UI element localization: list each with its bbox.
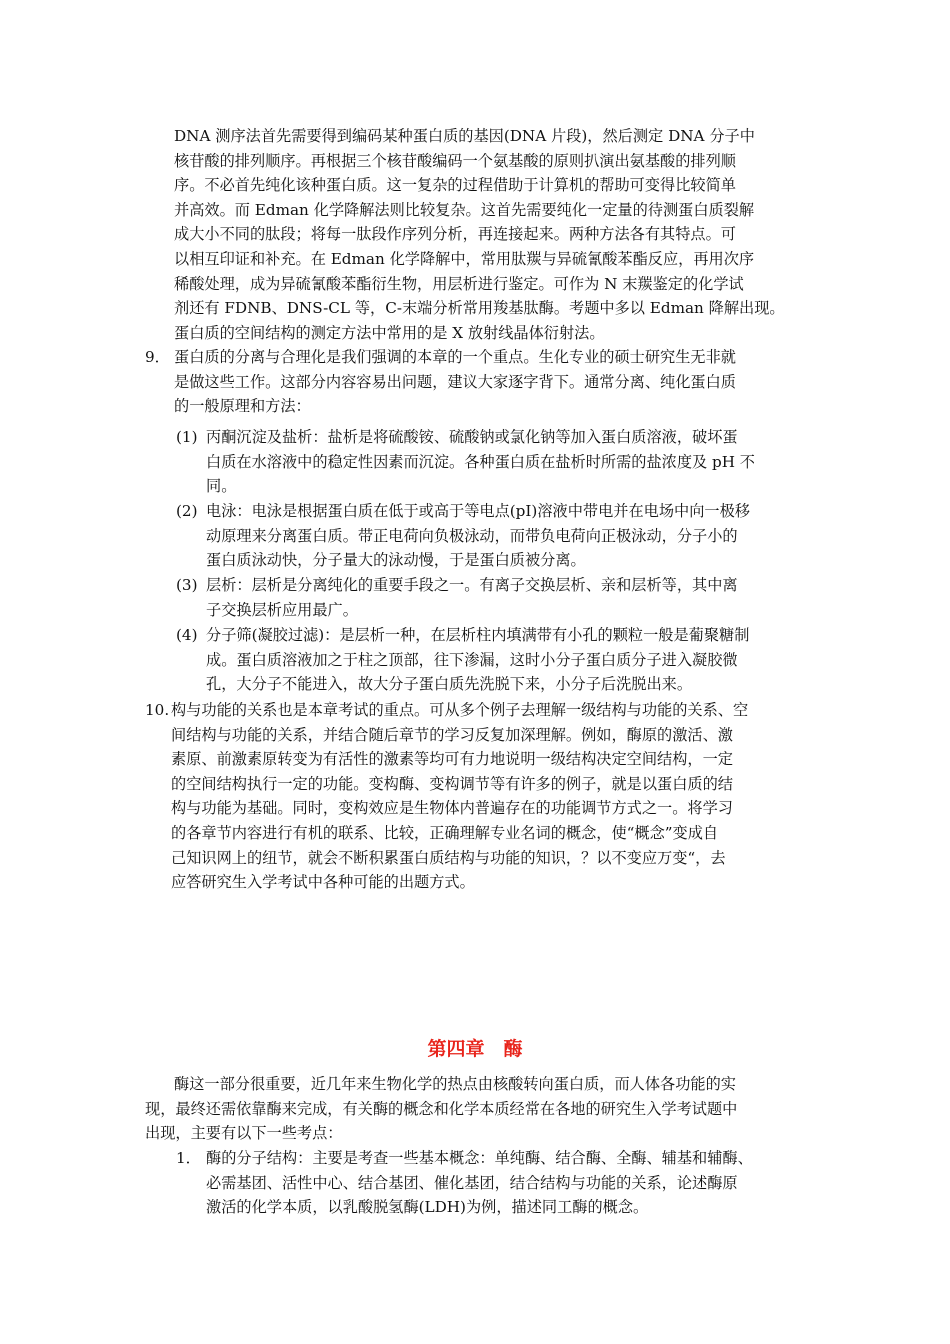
text-line: 蛋白质泳动快，分子量大的泳动慢，于是蛋白质被分离。 — [206, 551, 586, 570]
text-line: 成大小不同的肽段；将每一肽段作序列分析，再连接起来。两种方法各有其特点。可 — [174, 225, 736, 244]
item-9-number: 9． — [145, 348, 170, 366]
subitem-3-number: (3) — [176, 576, 198, 594]
text-line: 序。不必首先纯化该种蛋白质。这一复杂的过程借助于计算机的帮助可变得比较简单 — [174, 176, 736, 195]
subitem-4-paragraph — [206, 623, 749, 697]
text-line: 应答研究生入学考试中各种可能的出题方式。 — [171, 873, 475, 892]
text-line: DNA 测序法首先需要得到编码某种蛋白质的基因(DNA 片段)，然后测定 DNA 分子中 — [174, 127, 755, 145]
text-line: 孔，大分子不能进入，故大分子蛋白质先洗脱下来，小分子后洗脱出来。 — [206, 675, 692, 694]
text-line: 子交换层析应用最广。 — [206, 600, 358, 619]
text-line: 激活的化学本质，以乳酸脱氢酶(LDH)为例，描述同工酶的概念。 — [206, 1198, 649, 1217]
text-line: 的各章节内容进行有机的联系、比较，正确理解专业名词的概念，使“概念”变成自 — [171, 823, 719, 842]
text-line: 间结构与功能的关系，并结合随后章节的学习反复加深理解。例如，酶原的激活、激 — [171, 725, 733, 744]
text-line: 的空间结构执行一定的功能。变构酶、变构调节等有许多的例子，就是以蛋白质的结 — [171, 774, 733, 793]
text-line: 必需基团、活性中心、结合基团、催化基团，结合结构与功能的关系，论述酶原 — [206, 1173, 738, 1192]
chapter-item-1-paragraph — [206, 1146, 753, 1220]
chapter-title: 第四章 酶 — [427, 1038, 523, 1060]
subitem-4-number: (4) — [176, 626, 198, 644]
subitem-3-paragraph — [206, 573, 738, 622]
subitem-1-paragraph — [206, 425, 755, 499]
text-line: 蛋白质的空间结构的测定方法中常用的是 X 放射线晶体衍射法。 — [174, 323, 605, 342]
text-line: 现，最终还需依靠酶来完成，有关酶的概念和化学本质经常在各地的研究生入学考试题中 — [145, 1099, 738, 1118]
text-line: 构与功能为基础。同时，变构效应是生物体内普遍存在的功能调节方式之一。将学习 — [171, 799, 733, 818]
text-line: 层析：层析是分离纯化的重要手段之一。有离子交换层析、亲和层析等，其中离 — [206, 576, 738, 594]
subitem-1-number: (1) — [176, 428, 198, 446]
text-line: 酶的分子结构：主要是考查一些基本概念：单纯酶、结合酶、全酶、辅基和辅酶、 — [206, 1149, 753, 1167]
item-9-paragraph — [174, 345, 736, 419]
text-line: 丙酮沉淀及盐析：盐析是将硫酸铵、硫酸钠或氯化钠等加入蛋白质溶液，破坏蛋 — [206, 428, 738, 446]
text-line: 以相互印证和补充。在 Edman 化学降解中，常用肽羰与异硫氰酸苯酯反应，再用次序 — [174, 249, 755, 268]
text-line: 构与功能的关系也是本章考试的重点。可从多个例子去理解一级结构与功能的关系、空 — [171, 701, 749, 719]
text-line: 酶这一部分很重要，近几年来生物化学的热点由核酸转向蛋白质，而人体各功能的实 — [174, 1075, 736, 1093]
chapter-intro-paragraph — [145, 1072, 737, 1146]
text-line: 成。蛋白质溶液加之于柱之顶部，往下渗漏，这时小分子蛋白质分子进入凝胶微 — [206, 650, 738, 669]
text-line: 核苷酸的排列顺序。再根据三个核苷酸编码一个氨基酸的原则扒演出氨基酸的排列顺 — [174, 151, 736, 170]
text-line: 分子筛(凝胶过滤)：是层析一种，在层析柱内填满带有小孔的颗粒一般是葡聚糖制 — [206, 626, 750, 644]
text-line: 己知识网上的纽节，就会不断积累蛋白质结构与功能的知识，？以不变应万变“，去 — [171, 848, 726, 867]
text-line: 素原、前激素原转变为有活性的激素等均可有力地说明一级结构决定空间结构，一定 — [171, 750, 733, 769]
text-line: 剂还有 FDNB、DNS-CL 等，C-末端分析常用羧基肽酶。考题中多以 Edman 降解出现。 — [174, 299, 785, 318]
text-line: 动原理来分离蛋白质。带正电荷向负极泳动，而带负电荷向正极泳动，分子小的 — [206, 526, 738, 545]
subitem-2-number: (2) — [176, 502, 198, 520]
text-line: 出现，主要有以下一些考点： — [145, 1124, 343, 1143]
text-line: 稀酸处理，成为异硫氰酸苯酯衍生物，用层析进行鉴定。可作为 N 末羰鉴定的化学试 — [174, 274, 744, 293]
text-line: 蛋白质的分离与合理化是我们强调的本章的一个重点。生化专业的硕士研究生无非就 — [174, 348, 736, 366]
text-line: 的一般原理和方法： — [174, 397, 311, 416]
subitem-2-paragraph — [206, 499, 750, 573]
text-line: 是做这些工作。这部分内容容易出问题，建议大家逐字背下。通常分离、纯化蛋白质 — [174, 372, 736, 391]
item-10-paragraph — [171, 698, 748, 895]
text-line: 并高效。而 Edman 化学降解法则比较复杂。这首先需要纯化一定量的待测蛋白质裂解 — [174, 200, 755, 219]
dna-sequencing-paragraph — [174, 124, 785, 345]
text-line: 同。 — [206, 477, 237, 496]
text-line: 白质在水溶液中的稳定性因素而沉淀。各种蛋白质在盐析时所需的盐浓度及 pH 不 — [206, 452, 755, 471]
item-10-number: 10. — [145, 701, 170, 719]
chapter-item-1-number: 1． — [176, 1149, 201, 1167]
text-line: 电泳：电泳是根据蛋白质在低于或高于等电点(pI)溶液中带电并在电场中向一极移 — [206, 502, 750, 520]
